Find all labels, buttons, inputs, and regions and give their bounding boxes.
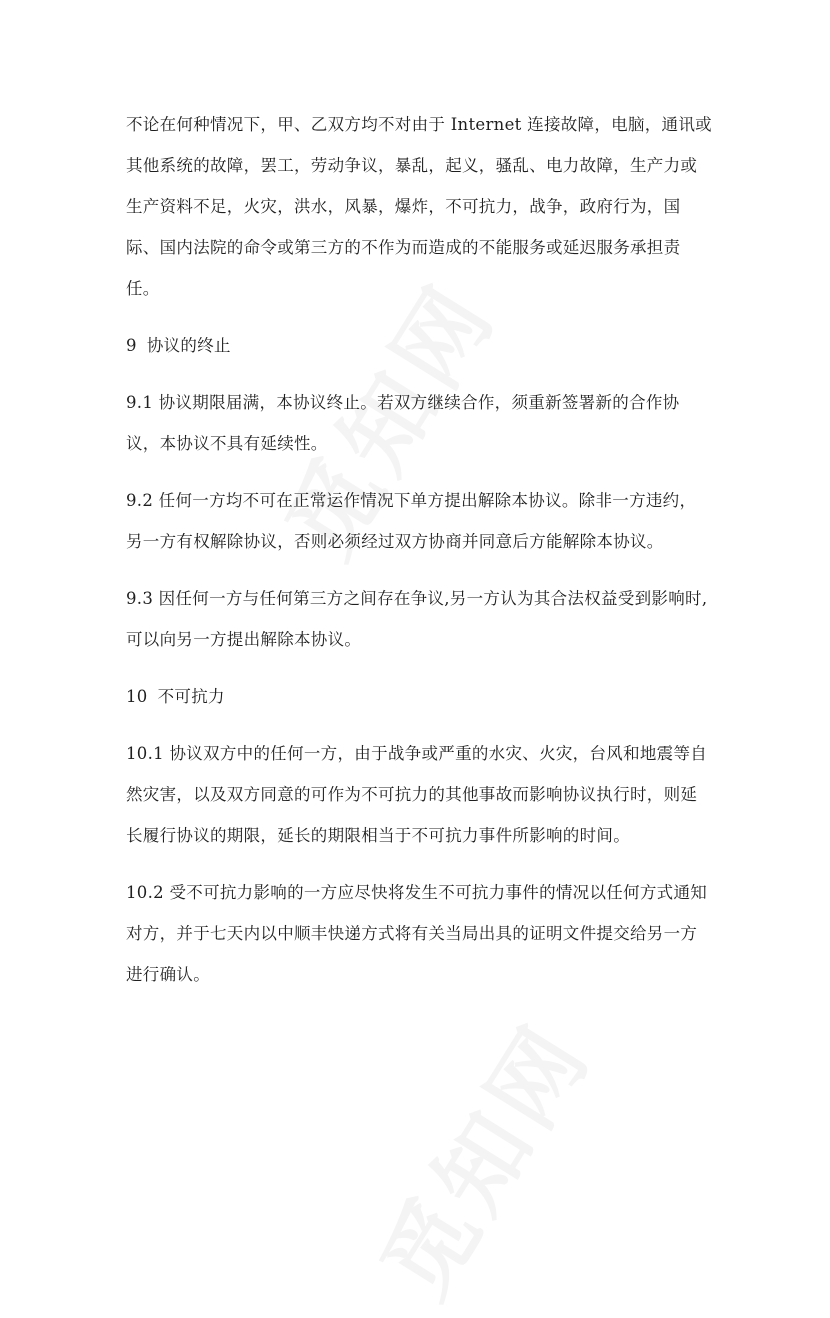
text-line: 9.2 任何一方均不可在正常运作情况下单方提出解除本协议。除非一方违约，	[126, 491, 697, 510]
text-line: 另一方有权解除协议，否则必须经过双方协商并同意后方能解除本协议。	[126, 532, 664, 551]
clause-9-3	[126, 578, 706, 660]
text-line: 议，本协议不具有延续性。	[126, 434, 328, 453]
clause-9-2	[126, 480, 706, 562]
text-line: 长履行协议的期限，延长的期限相当于不可抗力事件所影响的时间。	[126, 826, 630, 845]
text-line: 进行确认。	[126, 965, 210, 984]
text-line: 对方，并于七天内以中顺丰快递方式将有关当局出具的证明文件提交给另一方	[126, 924, 698, 943]
clause-9-1	[126, 382, 706, 464]
text-line: 10.1 协议双方中的任何一方，由于战争或严重的水灾、火灾，台风和地震等自	[126, 744, 708, 763]
section-heading-force-majeure	[126, 676, 706, 717]
clause-10-2	[126, 872, 706, 995]
text-line: 际、国内法院的命令或第三方的不作为而造成的不能服务或延迟服务承担责	[126, 238, 681, 257]
text-line: 其他系统的故障，罢工，劳动争议，暴乱，起义，骚乱、电力故障，生产力或	[126, 156, 698, 175]
text-line: 9.1 协议期限届满，本协议终止。若双方继续合作，须重新签署新的合作协	[126, 393, 680, 412]
text-line: 可以向另一方提出解除本协议。	[126, 630, 362, 649]
intro-paragraph	[126, 104, 712, 309]
section-number: 9	[126, 336, 137, 355]
text-line: 不论在何种情况下，甲、乙双方均不对由于 Internet 连接故障，电脑，通讯或	[126, 115, 712, 134]
document-body	[126, 104, 712, 1011]
text-line: 然灾害，以及双方同意的可作为不可抗力的其他事故而影响协议执行时，则延	[126, 785, 698, 804]
clause-10-1	[126, 733, 706, 856]
section-title: 不可抗力	[157, 687, 225, 706]
watermark	[345, 994, 616, 1318]
text-line: 生产资料不足，火灾，洪水，风暴，爆炸，不可抗力，战争，政府行为，国	[126, 197, 681, 216]
section-heading-termination	[126, 325, 706, 366]
section-number: 10	[126, 687, 148, 706]
section-title: 协议的终止	[146, 336, 231, 355]
text-line: 10.2 受不可抗力影响的一方应尽快将发生不可抗力事件的情况以任何方式通知	[126, 883, 708, 902]
text-line: 任。	[126, 279, 160, 298]
text-line: 9.3 因任何一方与任何第三方之间存在争议,另一方认为其合法权益受到影响时,	[126, 589, 708, 608]
